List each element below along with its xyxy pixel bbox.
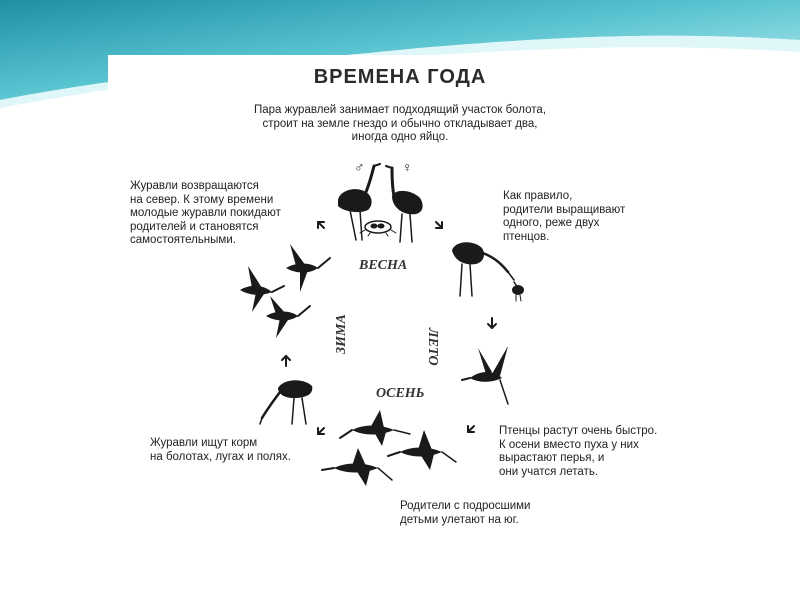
crane-male-silhouette: [338, 164, 380, 240]
season-spring: ВЕСНА: [359, 258, 408, 273]
returning-crane-flock-illustration: [240, 244, 330, 338]
flying-crane-silhouette: [388, 430, 456, 470]
season-winter: ЗИМА: [334, 314, 349, 354]
season-autumn: ОСЕНЬ: [376, 386, 425, 401]
arrow-icon: [318, 428, 324, 434]
young-crane-flying-illustration: [462, 346, 508, 404]
arrow-icon: [468, 426, 474, 432]
crane-foraging-illustration: [260, 380, 312, 424]
male-symbol: ♂: [354, 159, 365, 175]
feed-text: Журавли ищут корм на болотах, лугах и полях.: [150, 437, 291, 463]
flying-crane-silhouette: [286, 244, 330, 292]
crane-feeding-chick-illustration: [452, 242, 524, 301]
page-title: ВРЕМЕНА ГОДА: [313, 66, 487, 88]
raise-text: Как правило, родители выращивают одного, реже двух птенцов.: [503, 190, 626, 243]
nest-icon: [360, 221, 396, 236]
grow-text: Птенцы растут очень быстро. К осени вместо пуха у них вырастают перья, и они учатся летать.: [499, 425, 658, 478]
arrow-icon: [318, 222, 324, 228]
fly-south-text: Родители с подросшими детьми улетают на юг.: [400, 500, 531, 526]
return-text: Журавли возвращаются на север. К этому времени молодые журавли покидают родителей и становятся самостоятельными.: [130, 180, 281, 246]
flying-crane-silhouette: [266, 296, 310, 338]
season-summer: ЛЕТО: [425, 328, 440, 366]
flying-crane-flock-illustration: [322, 410, 456, 486]
arrow-icon: [488, 318, 496, 328]
arrow-icon: [436, 222, 442, 228]
chick-silhouette: [512, 282, 524, 301]
nest-text: Пара журавлей занимает подходящий участок болота, строит на земле гнездо и обычно откладывает два, иногда одно яйцо.: [253, 104, 547, 143]
female-symbol: ♀: [402, 159, 413, 175]
arrow-icon: [282, 356, 290, 366]
flying-crane-silhouette: [322, 448, 392, 486]
flying-crane-silhouette: [340, 410, 410, 446]
crane-pair-illustration: [338, 164, 423, 242]
